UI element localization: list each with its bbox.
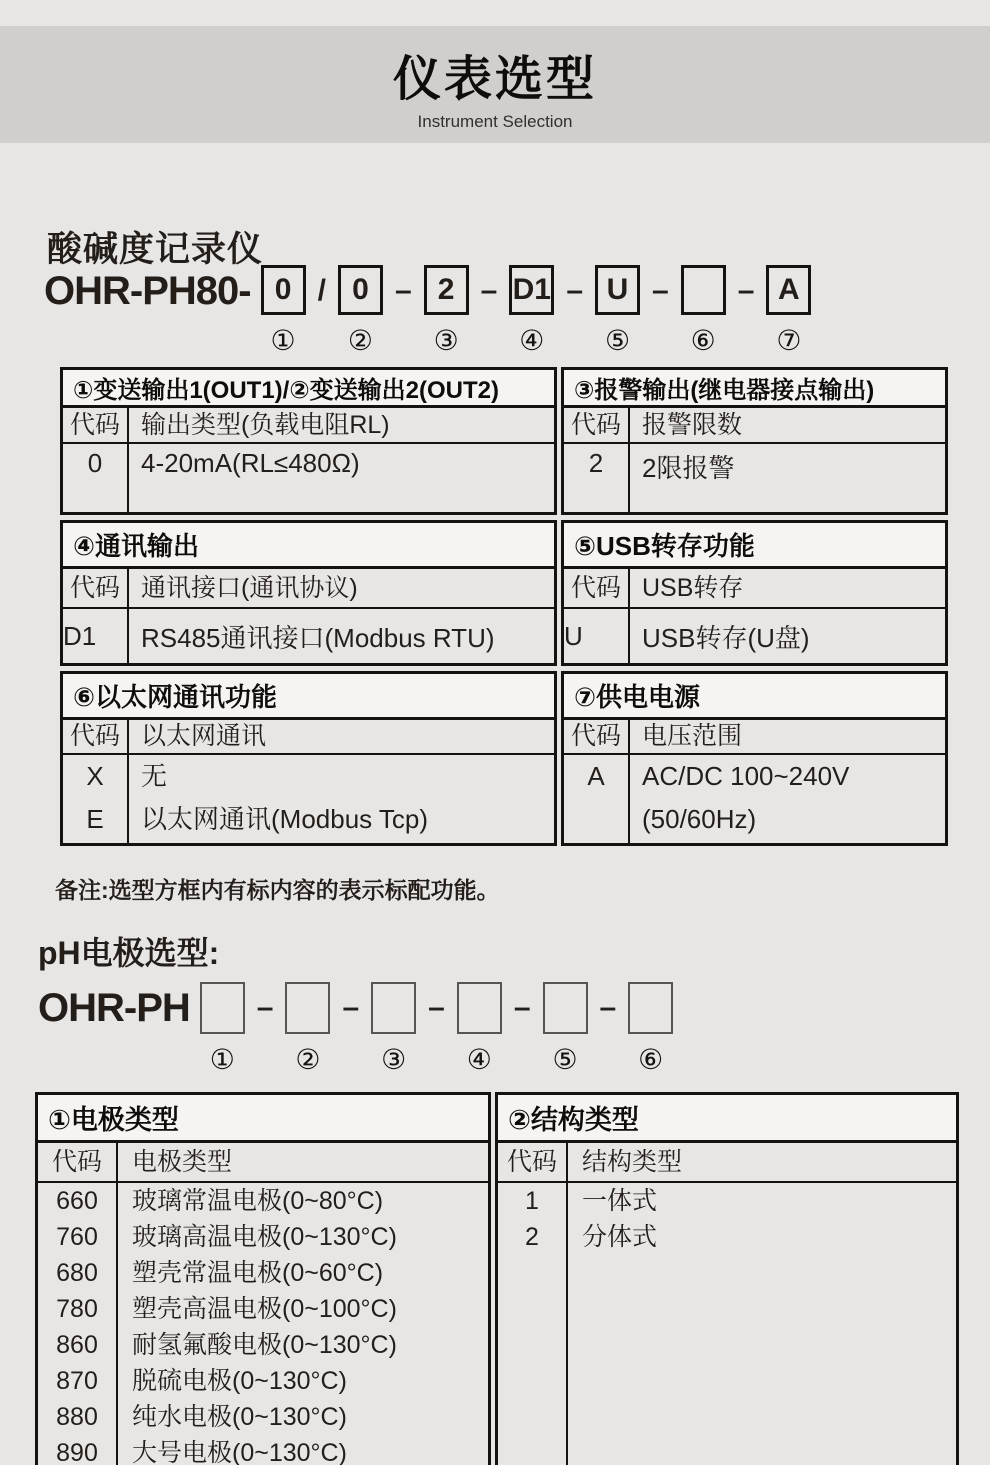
- section-title: ⑦供电电源: [564, 674, 945, 720]
- ethernet-block: [60, 671, 557, 846]
- section-title: ④通讯输出: [63, 523, 554, 569]
- code-line: 870: [56, 1367, 98, 1395]
- electrode-box-4: [457, 982, 502, 1034]
- table-body: [498, 1183, 956, 1465]
- desc-cell: RS485通讯接口(Modbus RTU): [141, 622, 495, 653]
- desc-cell: [129, 755, 554, 843]
- desc-line: 以太网通讯(Modbus Tcp): [141, 804, 429, 834]
- model-separator: /: [317, 274, 326, 307]
- desc-line: AC/DC 100~240V: [642, 761, 850, 791]
- desc-column: [118, 1183, 488, 1465]
- desc-cell: USB转存(U盘): [642, 622, 810, 653]
- model-box-4: D1: [509, 265, 554, 315]
- section-title: ②结构类型: [498, 1095, 956, 1143]
- model-separator: –: [342, 991, 360, 1024]
- table-subheader: [564, 569, 945, 609]
- table-row: [564, 609, 945, 663]
- code-cell: [564, 755, 630, 843]
- table-subheader: [63, 720, 554, 755]
- electrode-model-prefix: OHR-PH: [38, 986, 190, 1030]
- circled-number-5: ⑤: [552, 1044, 578, 1075]
- model-box-5: U: [595, 265, 640, 315]
- desc-header: 以太网通讯: [141, 722, 267, 750]
- table-row: [564, 444, 945, 512]
- electrode-box-3: [371, 982, 416, 1034]
- section-title: ①变送输出1(OUT1)/②变送输出2(OUT2): [63, 370, 554, 408]
- desc-cell: 2限报警: [642, 453, 735, 483]
- table-row: [63, 755, 554, 843]
- code-line: 780: [56, 1295, 98, 1323]
- model-box-2: 0: [338, 265, 383, 315]
- desc-header: 输出类型(负载电阻RL): [141, 411, 390, 439]
- model-box-6: [681, 265, 726, 315]
- model-box-1: 0: [261, 265, 306, 315]
- model-separator: –: [737, 274, 755, 307]
- model-slot-5: [595, 265, 640, 357]
- section-comm-usb: [60, 520, 948, 666]
- desc-line: 脱硫电极(0~130°C): [132, 1367, 347, 1395]
- code-header: 代码: [38, 1143, 118, 1181]
- desc-line: 塑壳常温电极(0~60°C): [132, 1259, 384, 1287]
- electrode-model-line: [38, 982, 673, 1076]
- desc-line: 玻璃高温电极(0~130°C): [132, 1223, 397, 1251]
- code-line: E: [86, 804, 104, 834]
- model-separator: –: [394, 274, 412, 307]
- selection-note: 备注:选型方框内有标内容的表示标配功能。: [55, 877, 500, 903]
- model-slot-3: [424, 265, 469, 357]
- table-subheader: [564, 720, 945, 755]
- comm-output-block: [60, 520, 557, 666]
- electrode-slot-2: [285, 982, 330, 1076]
- code-header: 代码: [564, 408, 630, 442]
- model-slot-2: [338, 265, 383, 357]
- title-band: [0, 26, 990, 143]
- circled-number-2: ②: [347, 325, 373, 356]
- section-title: ①电极类型: [38, 1095, 488, 1143]
- desc-line: 纯水电极(0~130°C): [132, 1403, 347, 1431]
- desc-line: 分体式: [582, 1223, 658, 1251]
- code-line: 890: [56, 1439, 98, 1465]
- model-box-3: 2: [424, 265, 469, 315]
- electrode-box-1: [200, 982, 245, 1034]
- circled-number-6: ⑥: [638, 1044, 664, 1075]
- table-subheader: [38, 1143, 488, 1183]
- circled-number-4: ④: [466, 1044, 492, 1075]
- code-line: 760: [56, 1223, 98, 1251]
- code-line: 660: [56, 1187, 98, 1215]
- section-output-alarm: [60, 367, 948, 515]
- electrode-slot-4: [457, 982, 502, 1076]
- model-separator: –: [652, 274, 669, 307]
- code-header: 代码: [63, 569, 129, 607]
- table-row: [63, 609, 554, 663]
- alarm-output-block: [561, 367, 948, 515]
- electrode-slot-6: [628, 982, 673, 1076]
- model-box-7: A: [766, 265, 811, 315]
- code-cell: D1: [63, 609, 129, 663]
- circled-number-5: ⑤: [604, 325, 631, 356]
- model-separator: –: [256, 991, 274, 1024]
- power-supply-block: [561, 671, 948, 846]
- electrode-type-block: [35, 1092, 491, 1465]
- code-header: 代码: [498, 1143, 568, 1181]
- code-line: 880: [56, 1403, 98, 1431]
- recorder-model-prefix: OHR-PH80-: [44, 269, 251, 313]
- code-line: 860: [56, 1331, 98, 1359]
- circled-number-2: ②: [295, 1044, 321, 1075]
- desc-line: 耐氢氟酸电极(0~130°C): [132, 1331, 397, 1359]
- code-header: 代码: [564, 569, 630, 607]
- recorder-selection-table: [60, 367, 948, 846]
- section-title: ⑤USB转存功能: [564, 523, 945, 569]
- electrode-slot-1: [200, 982, 245, 1076]
- desc-line: 塑壳高温电极(0~100°C): [132, 1295, 397, 1323]
- electrode-box-6: [628, 982, 673, 1034]
- code-line: A: [587, 761, 605, 791]
- code-cell: 0: [63, 444, 129, 512]
- circled-number-1: ①: [270, 325, 296, 356]
- page-subtitle: Instrument Selection: [417, 112, 573, 131]
- desc-line: 大号电极(0~130°C): [132, 1439, 347, 1465]
- code-column: [38, 1183, 118, 1465]
- structure-type-block: [495, 1092, 959, 1465]
- model-slot-4: [509, 265, 554, 357]
- recorder-model-line: [44, 265, 811, 357]
- model-separator: –: [428, 991, 445, 1024]
- table-subheader: [498, 1143, 956, 1183]
- desc-header: 电压范围: [642, 722, 743, 750]
- section-title: ⑥以太网通讯功能: [63, 674, 554, 720]
- circled-number-4: ④: [519, 325, 545, 356]
- code-line: 2: [525, 1223, 539, 1251]
- electrode-slot-5: [543, 982, 588, 1076]
- electrode-heading: pH电极选型:: [38, 935, 220, 971]
- desc-header: 结构类型: [582, 1148, 683, 1176]
- code-line: X: [86, 761, 104, 791]
- desc-line: (50/60Hz): [642, 804, 757, 834]
- model-slot-7: [766, 265, 811, 357]
- desc-header: 通讯接口(通讯协议): [141, 574, 358, 602]
- model-separator: –: [599, 991, 617, 1024]
- desc-header: 报警限数: [642, 411, 743, 439]
- model-slot-1: [261, 265, 306, 357]
- circled-number-7: ⑦: [776, 325, 802, 356]
- table-body: [38, 1183, 488, 1465]
- desc-cell: 4-20mA(RL≤480Ω): [141, 448, 360, 478]
- table-subheader: [564, 408, 945, 444]
- code-cell: [63, 755, 129, 843]
- desc-line: 无: [141, 761, 168, 791]
- desc-header: USB转存: [642, 574, 744, 602]
- code-column: [498, 1183, 568, 1465]
- code-line: 1: [525, 1187, 539, 1215]
- usb-function-block: [561, 520, 948, 666]
- circled-number-1: ①: [209, 1044, 235, 1075]
- circled-number-3: ③: [381, 1044, 407, 1075]
- desc-line: 一体式: [582, 1187, 658, 1215]
- code-line: 680: [56, 1259, 98, 1287]
- desc-header: 电极类型: [132, 1148, 233, 1176]
- code-cell: 2: [564, 444, 630, 512]
- circled-number-3: ③: [433, 325, 459, 356]
- table-row: [63, 444, 554, 512]
- electrode-selection-table: [35, 1092, 959, 1465]
- code-cell: U: [564, 609, 630, 663]
- model-slot-6: [681, 265, 726, 357]
- model-separator: –: [513, 991, 531, 1024]
- section-ethernet-power: [60, 671, 948, 846]
- code-header: 代码: [63, 720, 129, 753]
- desc-column: [568, 1183, 956, 1465]
- table-row: [564, 755, 945, 843]
- desc-line: 玻璃常温电极(0~80°C): [132, 1187, 384, 1215]
- code-header: 代码: [564, 720, 630, 753]
- circled-number-6: ⑥: [690, 325, 716, 356]
- table-subheader: [63, 408, 554, 444]
- code-header: 代码: [63, 408, 129, 442]
- recorder-heading: 酸碱度记录仪: [47, 230, 264, 269]
- model-separator: –: [566, 274, 583, 307]
- electrode-box-2: [285, 982, 330, 1034]
- desc-cell: [630, 755, 945, 843]
- table-subheader: [63, 569, 554, 609]
- electrode-box-5: [543, 982, 588, 1034]
- section-title: ③报警输出(继电器接点输出): [564, 370, 945, 408]
- model-separator: –: [480, 274, 498, 307]
- page-title: 仪表选型: [392, 53, 597, 106]
- electrode-slot-3: [371, 982, 416, 1076]
- transmit-output-block: [60, 367, 557, 515]
